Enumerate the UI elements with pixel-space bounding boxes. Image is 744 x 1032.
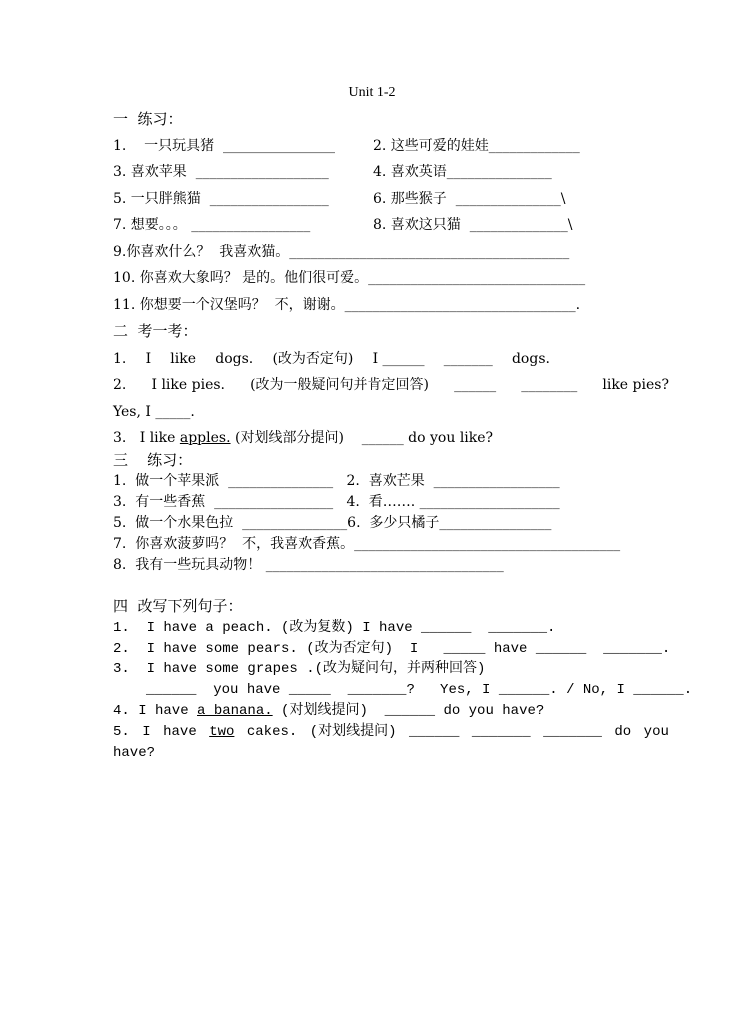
s2-q1-part: dogs. (511, 351, 550, 367)
s4-q5-part: I (142, 724, 151, 740)
s4-q5-part: _______ (471, 724, 531, 740)
s2-q2-part: ________ (521, 377, 578, 393)
s2-q2-answer: Yes, I _____. (113, 404, 195, 420)
s4-q5-part: cakes. (246, 724, 298, 740)
s1-item-3: 3. 喜欢苹果 ___________________ (113, 164, 329, 180)
s1-item-10: 10. 你喜欢大象吗？ 是的。他们很可爱。_______________________________ (113, 270, 586, 286)
s2-q3-underlined: apples. (179, 430, 231, 446)
s1-item-6: 6. 那些猴子 _______________\ (373, 191, 566, 207)
s1-item-1: 1. 一只玩具猪 ________________ (113, 138, 336, 154)
s2-q1-part: I (145, 351, 152, 367)
s3-row-5: 8. 我有一些玩具动物！ __________________________________ (113, 557, 504, 573)
s2-q1 (113, 350, 550, 368)
s4-q5-cont: have? (113, 745, 156, 761)
s4-q5-part: ______ (409, 724, 460, 740)
s4-q5-part: (对划线提问) (309, 724, 397, 740)
s1-item-2: 2. 这些可爱的娃娃_____________ (373, 138, 580, 154)
s2-q2-part: I like pies. (151, 377, 225, 393)
s4-q2: 2. I have some pears. (改为否定句) I _____ have ______ _______. (113, 641, 671, 657)
page-title: Unit 1-2 (348, 85, 396, 100)
s2-q3-pre: 3. I like (113, 430, 180, 446)
s2-q1-part: 1. (113, 351, 127, 367)
s2-q1-part: I ______ (372, 351, 425, 367)
s4-q3-answer: ______ you have _____ _______? Yes, I ______. / No, I ______. (146, 682, 693, 698)
s4-q1: 1. I have a peach. (改为复数) I have ______ _______. (113, 620, 556, 636)
s4-q5-underlined: two (209, 724, 235, 740)
s4-q5-part: do (614, 724, 632, 740)
s2-q2-part: like pies? (602, 377, 669, 393)
s3-row-2: 3. 有一些香蕉 _________________ 4. 看……. ____________________ (113, 494, 560, 510)
s2-q2-part: 2. (113, 377, 127, 393)
s2-q3 (113, 429, 493, 447)
s4-q4 (113, 702, 544, 720)
section-2-heading: 二 考一考： (113, 322, 198, 340)
s2-q3-post: (对划线部分提问) ______ do you like? (230, 430, 494, 446)
s1-item-5: 5. 一只胖熊猫 _________________ (113, 191, 329, 207)
s4-q5-part: you (643, 724, 669, 740)
s2-q1-part: (改为否定句) (272, 351, 354, 367)
s2-q2 (113, 376, 669, 394)
s1-item-9: 9.你喜欢什么？ 我喜欢猫。________________________________________ (113, 244, 570, 260)
s1-item-7: 7. 想要。。。 _________________ (113, 217, 311, 233)
s4-q3: 3. I have some grapes .(改为疑问句，并两种回答) (113, 661, 486, 677)
s4-q4-underlined: a banana. (197, 703, 273, 719)
section-1-heading: 一 练习： (113, 110, 183, 128)
s1-item-8: 8. 喜欢这只猫 ______________\ (373, 217, 573, 233)
s4-q5-part: have (163, 724, 197, 740)
s2-q2-part: ______ (454, 377, 497, 393)
s1-item-11: 11. 你想要一个汉堡吗？ 不，谢谢。_________________________________. (113, 297, 581, 313)
s3-row-3: 5. 做一个水果色拉 _______________6. 多少只橘子________________ (113, 515, 552, 531)
s4-q4-post: (对划线提问) ______ do you have? (272, 703, 545, 719)
s4-q5 (113, 723, 669, 741)
s4-q5-part: 5. (113, 724, 130, 740)
s2-q1-part: like (170, 351, 197, 367)
s3-row-1: 1. 做一个苹果派 _______________ 2. 喜欢芒果 __________________ (113, 473, 560, 489)
section-4-heading: 四 改写下列句子： (113, 597, 243, 615)
s3-row-4: 7. 你喜欢菠萝吗？ 不，我喜欢香蕉。______________________________________ (113, 536, 621, 552)
section-3-heading: 三 练习： (113, 451, 193, 469)
s2-q1-part: _______ (443, 351, 493, 367)
s1-item-4: 4. 喜欢英语_______________ (373, 164, 552, 180)
s2-q2-part: (改为一般疑问句并肯定回答) (250, 377, 430, 393)
s4-q5-part: _______ (543, 724, 602, 740)
s2-q1-part: dogs. (215, 351, 254, 367)
s4-q4-pre: 4. I have (113, 703, 198, 719)
